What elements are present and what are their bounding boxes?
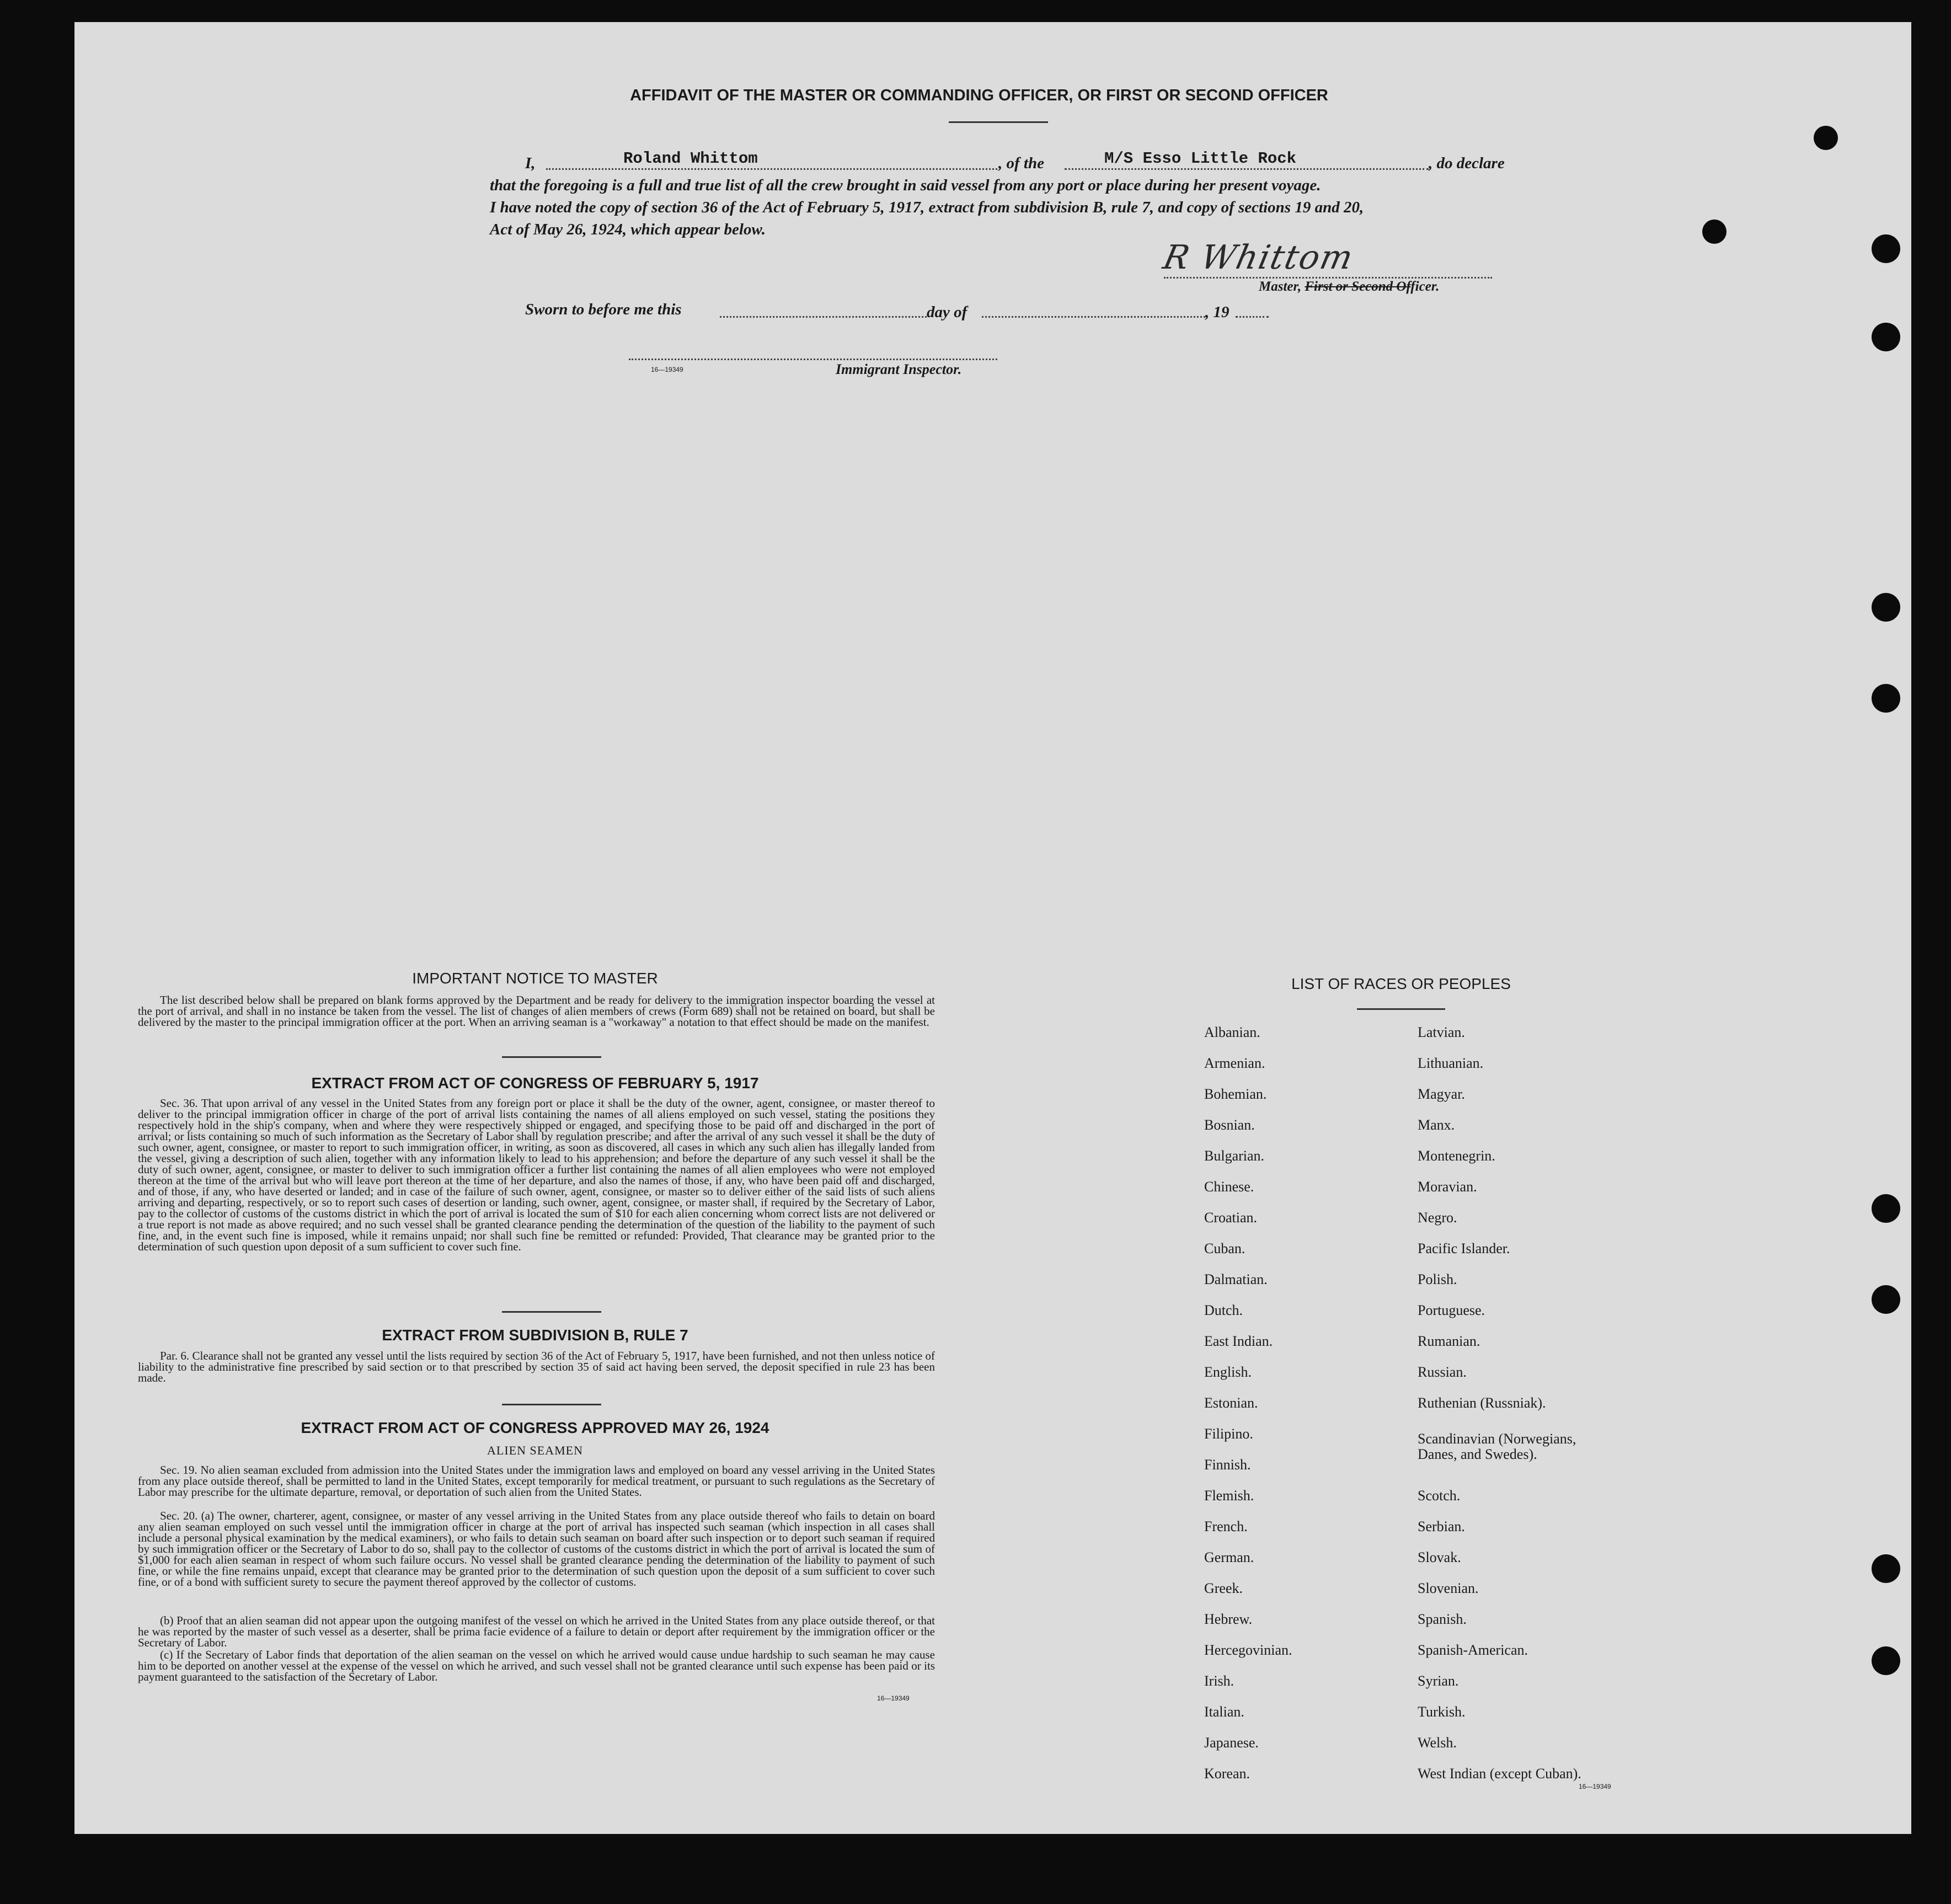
- race-item: Dalmatian.: [1204, 1271, 1268, 1287]
- race-item: Dutch.: [1204, 1302, 1243, 1318]
- race-item: Cuban.: [1204, 1240, 1246, 1256]
- punch-hole: [1872, 323, 1900, 351]
- extract-1917-title: EXTRACT FROM ACT OF CONGRESS OF FEBRUARY 5, 1917: [311, 1074, 759, 1092]
- race-item: Irish.: [1204, 1673, 1234, 1689]
- master-name: Roland Whittom: [623, 149, 758, 168]
- of-the-label: , of the: [998, 154, 1044, 172]
- punch-hole: [1872, 684, 1900, 713]
- race-item: Moravian.: [1418, 1179, 1477, 1195]
- divider: [949, 121, 1048, 123]
- rule7-title: EXTRACT FROM SUBDIVISION B, RULE 7: [382, 1327, 688, 1344]
- affidavit-title: AFFIDAVIT OF THE MASTER OR COMMANDING OFFICER, OR FIRST OR SECOND OFFICER: [630, 87, 1328, 104]
- race-item: Serbian.: [1418, 1518, 1465, 1534]
- punch-hole: [1814, 126, 1838, 150]
- punch-hole: [1872, 1646, 1900, 1675]
- race-item: Polish.: [1418, 1271, 1457, 1287]
- race-item: Finnish.: [1204, 1457, 1251, 1473]
- race-item: Slovenian.: [1418, 1580, 1479, 1596]
- race-item: Japanese.: [1204, 1735, 1259, 1751]
- signature-caption-struck: First or Second Of: [1305, 279, 1411, 294]
- extract-1924-sec19: Sec. 19. No alien seaman excluded from admission into the United States under the immigration laws and employed on board any vessel arriving in the United States from any place outside thereof, shall be permitted to land in the United States, except temporarily for medical treatment, or pursuant to such regulations as the Secretary of Labor may prescribe for the ultimate departure, removal, or deportation of such alien from the United States.: [138, 1463, 935, 1499]
- race-item: Slovak.: [1418, 1549, 1461, 1565]
- race-item: English.: [1204, 1364, 1252, 1380]
- race-item: Bosnian.: [1204, 1117, 1255, 1133]
- form-number: 16—19349: [877, 1694, 910, 1702]
- divider: [502, 1056, 601, 1058]
- inspector-label: Immigrant Inspector.: [836, 361, 962, 377]
- divider: [502, 1311, 601, 1313]
- inspector-line: [629, 359, 997, 360]
- punch-hole: [1872, 1554, 1900, 1583]
- race-item: Rumanian.: [1418, 1333, 1480, 1349]
- race-item: Magyar.: [1418, 1086, 1465, 1102]
- race-item: Italian.: [1204, 1704, 1244, 1720]
- race-item: Armenian.: [1204, 1055, 1265, 1071]
- race-item: Korean.: [1204, 1766, 1250, 1782]
- race-item: Lithuanian.: [1418, 1055, 1484, 1071]
- race-item: Scotch.: [1418, 1488, 1461, 1504]
- race-item: Russian.: [1418, 1364, 1467, 1380]
- day-of-label: day of: [927, 303, 968, 321]
- year-label: , 19: [1205, 303, 1230, 321]
- rule7-body: Par. 6. Clearance shall not be granted any vessel until the lists required by section 36 of the Act of February 5, 1917, have been furnished, and not then unless notice of liability to the administrative fine prescribed by said section or to that prescribed by section 35 of said act having been served, the deposit specified in rule 23 has been made.: [138, 1349, 935, 1384]
- race-item: Negro.: [1418, 1210, 1457, 1226]
- race-item: East Indian.: [1204, 1333, 1273, 1349]
- race-item: Chinese.: [1204, 1179, 1254, 1195]
- vessel-name-line: [1065, 168, 1429, 170]
- race-item: Manx.: [1418, 1117, 1455, 1133]
- race-item: West Indian (except Cuban).: [1418, 1766, 1581, 1782]
- sworn-month-line: [982, 316, 1205, 318]
- signature-caption: [1259, 279, 1439, 295]
- signature: R Whittom: [1159, 238, 1357, 277]
- race-item: Flemish.: [1204, 1488, 1254, 1504]
- race-item: Estonian.: [1204, 1395, 1258, 1411]
- race-item: Syrian.: [1418, 1673, 1459, 1689]
- form-number: 16—19349: [651, 366, 683, 373]
- extract-1917-body: Sec. 36. That upon arrival of any vessel in the United States from any foreign port or place it shall be the duty of the owner, agent, consignee, or master thereof to deliver to the principal immigration officer in charge of the port of arrival lists containing the names of all aliens employed on such vessel, stating the positions they respectively hold in the ship's company, when and where they were respectively shipped or engaged, and specifying those to be paid off and discharged in the port of arrival; or lists containing so much of such information as the Secretary of Labor shall by regulation prescribe; and after the arrival of any such vessel it shall be the duty of such owner, agent, consignee, or master to report to such immigration officer, in writing, as soon as discovered, all cases in which any such alien has illegally landed from the vessel, giving a description of such alien, together with any information likely to lead to his apprehension; and before the departure of any such vessel it shall be the duty of such owner, agent, consignee, or master to deliver to such immigration officer a further list containing the names of all alien employees who were not employed thereon at the time of the arrival but who will leave port thereon at the time of her departure, and also the names of those, if any, who have been paid off and discharged, and of those, if any, who have deserted or landed; and in case of the failure of such owner, agent, consignee, or master so to deliver either of the said lists of such aliens arriving and departing, respectively, or so to report such cases of desertion or landing, such owner, agent, consignee, or master shall, if required by the Secretary of Labor, pay to the collector of customs of the customs district in which the port of arrival is located the sum of $10 for each alien concerning whom correct lists are not delivered or a true report is not made as above required; and no such vessel shall be granted clearance pending the determination of the question of the liability to the payment of such fine, and, in the event such fine is imposed, while it remains unpaid; nor shall such fine be remitted or refunded: Provided, That clearance may be granted prior to the determination of such question upon deposit of a sum sufficient to cover such fine.: [138, 1097, 935, 1253]
- race-item: Greek.: [1204, 1580, 1243, 1596]
- punch-hole: [1872, 234, 1900, 263]
- sworn-label: Sworn to before me this: [525, 301, 682, 318]
- extract-1924-title: EXTRACT FROM ACT OF CONGRESS APPROVED MAY 26, 1924: [301, 1419, 769, 1436]
- extract-1924-sec20b: (b) Proof that an alien seaman did not appear upon the outgoing manifest of the vessel on which he arrived in the United States from any place outside thereof, or that he was reported by the master of such vessel as a deserter, shall be prima facie evidence of a failure to detain or deport after requirement by the immigration officer or the Secretary of Labor.: [138, 1614, 935, 1649]
- race-item: Hebrew.: [1204, 1611, 1253, 1627]
- vessel-name: M/S Esso Little Rock: [1104, 149, 1297, 168]
- race-item: Bohemian.: [1204, 1086, 1267, 1102]
- notice-title: IMPORTANT NOTICE TO MASTER: [412, 970, 658, 987]
- notice-body: The list described below shall be prepared on blank forms approved by the Department and be ready for delivery to the immigration inspector boarding the vessel at the port of arrival, and shall in no instance be taken from the vessel. The list of changes of alien members of crews (Form 689) shall not be retained on board, but shall be delivered by the master to the principal immigration officer at the port. When an arriving seaman is a "workaway" a notation to that effect should be made on the manifest.: [138, 993, 935, 1029]
- divider: [1357, 1008, 1445, 1010]
- year-line: [1236, 316, 1269, 318]
- race-item: Hercegovinian.: [1204, 1642, 1292, 1658]
- race-item: Croatian.: [1204, 1210, 1258, 1226]
- race-item: Bulgarian.: [1204, 1148, 1265, 1164]
- punch-hole: [1872, 593, 1900, 622]
- punch-hole: [1872, 1285, 1900, 1314]
- race-item: Ruthenian (Russniak).: [1418, 1395, 1546, 1411]
- race-item: Scandinavian (Norwegians, Danes, and Swedes).: [1418, 1431, 1576, 1462]
- race-item: Turkish.: [1418, 1704, 1466, 1720]
- extract-1924-sec20c: (c) If the Secretary of Labor finds that deportation of the alien seaman on the vessel on which he arrived would cause undue hardship to such seaman he may cause him to be deported on another vessel at the expense of the vessel on which he arrived, and such vessel shall not be granted clearance until such expense has been paid or its payment guaranteed to the satisfaction of the Secretary of Labor.: [138, 1648, 935, 1683]
- race-item: Montenegrin.: [1418, 1148, 1495, 1164]
- do-declare-label: , do declare: [1429, 154, 1505, 172]
- sworn-day-line: [720, 316, 927, 318]
- affidavit-line-4: Act of May 26, 1924, which appear below.: [490, 221, 766, 238]
- race-item: Welsh.: [1418, 1735, 1457, 1751]
- races-title: LIST OF RACES OR PEOPLES: [1291, 975, 1511, 992]
- divider: [502, 1404, 601, 1405]
- signature-caption-end: ficer.: [1410, 279, 1440, 294]
- signature-caption-master: Master,: [1259, 279, 1305, 294]
- punch-hole: [1872, 1194, 1900, 1223]
- form-number: 16—19349: [1579, 1783, 1611, 1790]
- race-item: Filipino.: [1204, 1426, 1253, 1442]
- signature-line: [1164, 277, 1492, 279]
- affidavit-i-label: I,: [525, 154, 536, 172]
- race-item: Pacific Islander.: [1418, 1240, 1510, 1256]
- punch-hole: [1702, 220, 1726, 244]
- affidavit-line-2: that the foregoing is a full and true list of all the crew brought in said vessel from any port or place during her present voyage.: [490, 177, 1321, 194]
- master-name-line: [546, 168, 997, 170]
- race-item: German.: [1204, 1549, 1254, 1565]
- race-item: Latvian.: [1418, 1024, 1465, 1040]
- extract-1924-sec20a: Sec. 20. (a) The owner, charterer, agent, consignee, or master of any vessel arriving in the United States from any place outside thereof who fails to detain on board any alien seaman employed on such vessel until the immigration officer in charge at the port of arrival has inspected such seaman (which inspection in all cases shall include a personal physical examination by the medical examiners), or who fails to detain such seaman on board after such inspection or to deport such seaman if required by such immigration officer or the Secretary of Labor to do so, shall pay to the collector of customs of the customs district in which the port of arrival is located the sum of $1,000 for each alien seaman in respect of whom such failure occurs. No vessel shall be granted clearance pending the determination of the liability to payment of such fine, or while the fine remains unpaid, except that clearance may be granted prior to the determination of such question upon the deposit of a sum sufficient to cover such fine, or of a bond with sufficient surety to secure the payment thereof approved by the collector of customs.: [138, 1509, 935, 1589]
- race-item: Portuguese.: [1418, 1302, 1485, 1318]
- race-item: French.: [1204, 1518, 1248, 1534]
- race-item: Albanian.: [1204, 1024, 1260, 1040]
- extract-1924-subtitle: ALIEN SEAMEN: [487, 1443, 583, 1457]
- affidavit-line-3: I have noted the copy of section 36 of the Act of February 5, 1917, extract from subdivision B, rule 7, and copy of sections 19 and 20,: [490, 199, 1364, 216]
- race-item: Spanish-American.: [1418, 1642, 1528, 1658]
- race-item: Spanish.: [1418, 1611, 1467, 1627]
